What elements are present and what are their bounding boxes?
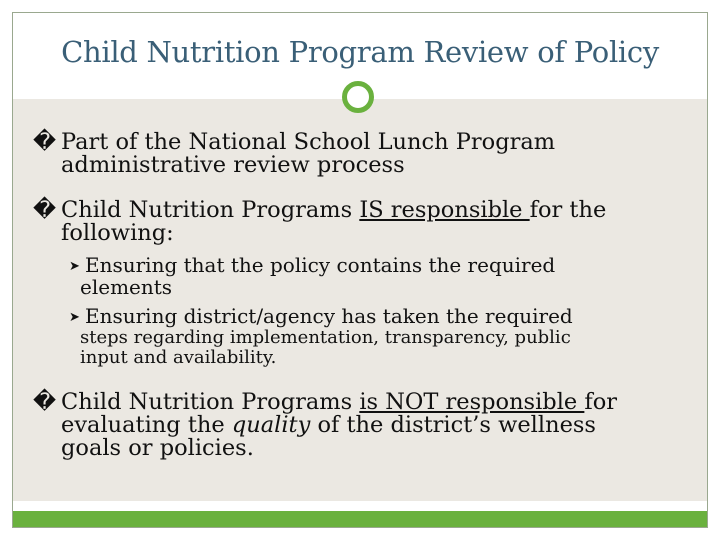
bullet-2-line2: following: — [61, 220, 174, 246]
sub-bullet-2-line3: input and availability. — [80, 347, 277, 368]
slide-title: Child Nutrition Program Review of Policy — [61, 35, 659, 69]
bullet-1-line1: Part of the National School Lunch Program — [61, 129, 556, 155]
bullet-2-text-b: for the — [529, 197, 607, 223]
bullet-3 — [33, 391, 617, 460]
bullet-1 — [33, 131, 555, 177]
bullet-3-text-a: Child Nutrition Programs — [61, 389, 360, 415]
bullet-3-line2-b: of the district’s wellness — [310, 412, 596, 438]
bottom-accent-bar — [13, 511, 707, 527]
bullet-mark-icon: � — [33, 389, 57, 415]
bullet-mark-icon: � — [33, 197, 57, 223]
arrow-bullet-icon: ➤ — [69, 310, 80, 325]
bullet-3-line3: goals or policies. — [61, 435, 254, 461]
sub-bullet-1 — [69, 255, 555, 298]
bullet-3-underlined: is NOT responsible — [359, 389, 585, 415]
bullet-3-italic: quality — [231, 412, 311, 438]
ring-ornament-icon — [342, 81, 374, 113]
sub-bullet-2-line1: Ensuring district/agency has taken the required — [85, 304, 573, 328]
arrow-bullet-icon: ➤ — [69, 259, 80, 274]
sub-bullet-1-line1: Ensuring that the policy contains the required — [85, 253, 556, 277]
bullet-3-line2-a: evaluating the — [61, 412, 232, 438]
bullet-2 — [33, 199, 606, 245]
slide — [12, 12, 708, 528]
bullet-2-underlined: IS responsible — [359, 197, 530, 223]
bullet-3-text-b: for — [584, 389, 618, 415]
bullet-2-text-a: Child Nutrition Programs — [61, 197, 360, 223]
bullet-mark-icon: � — [33, 129, 57, 155]
sub-bullet-2 — [69, 306, 573, 368]
sub-bullet-1-line2: elements — [80, 275, 173, 299]
sub-bullet-2-line2: steps regarding implementation, transparency, public — [80, 327, 571, 348]
bullet-1-line2: administrative review process — [61, 152, 405, 178]
